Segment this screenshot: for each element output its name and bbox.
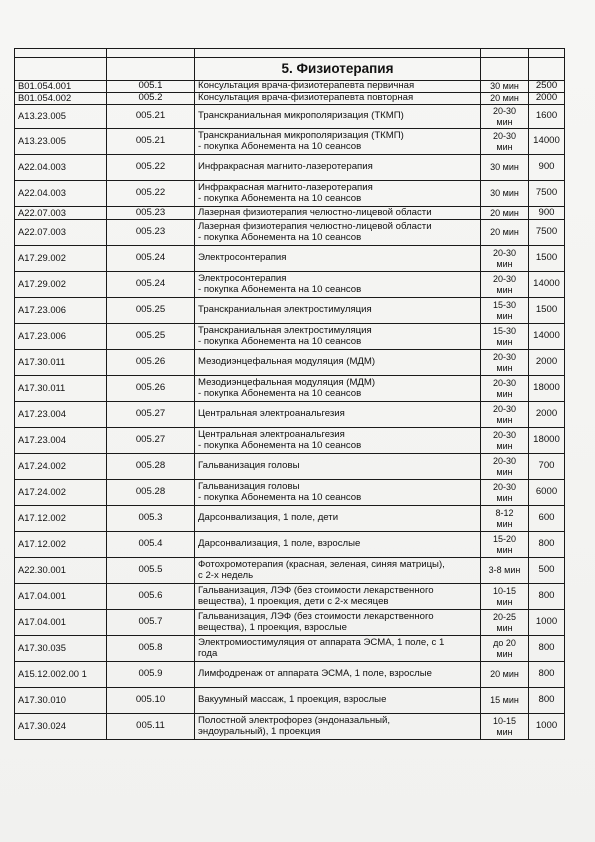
cell-line: мин (496, 622, 513, 633)
cell-line: 10-15 (492, 586, 517, 597)
cell-line: года (198, 647, 218, 659)
cell-line: Гальванизация, ЛЭФ (без стоимости лекарственного (198, 610, 434, 622)
service-code: A17.29.002 (15, 272, 107, 298)
service-code: A17.30.035 (15, 636, 107, 662)
service-name (195, 688, 481, 714)
cell-line: вещества), 1 проекция, дети с 2-х месяцев (198, 595, 389, 607)
price: 1500 (529, 246, 565, 272)
price: 14000 (529, 129, 565, 155)
cell-line: 20-30 (492, 352, 517, 363)
service-name (195, 480, 481, 506)
item-number: 005.28 (107, 454, 195, 480)
duration (481, 181, 529, 207)
service-code: A17.12.002 (15, 532, 107, 558)
cell-line: 20-30 (492, 248, 517, 259)
price: 800 (529, 688, 565, 714)
table-row (15, 662, 565, 688)
item-number: 005.8 (107, 636, 195, 662)
cell-line: Электромиостимуляция от аппарата ЭСМА, 1 поле, с 1 (198, 636, 445, 648)
cell-line: 20 мин (490, 227, 519, 238)
cell-line: Лимфодренаж от аппарата ЭСМА, 1 поле, взрослые (198, 668, 432, 680)
service-code: A13.23.005 (15, 105, 107, 129)
price: 14000 (529, 272, 565, 298)
duration (481, 610, 529, 636)
cell-line: с 2-х недель (198, 569, 254, 581)
price: 2000 (529, 350, 565, 376)
item-number: 005.10 (107, 688, 195, 714)
item-number: 005.3 (107, 506, 195, 532)
price: 900 (529, 207, 565, 220)
table-row (15, 402, 565, 428)
table-row (15, 105, 565, 129)
duration (481, 324, 529, 350)
item-number: 005.22 (107, 155, 195, 181)
duration (481, 480, 529, 506)
item-number: 005.7 (107, 610, 195, 636)
cell-line: Транскраниальная микрополяризация (ТКМП) (198, 129, 404, 141)
cell-line: Вакуумный массаж, 1 проекция, взрослые (198, 694, 387, 706)
service-name (195, 506, 481, 532)
price: 18000 (529, 428, 565, 454)
table-row (15, 636, 565, 662)
cell-line: Электросонтерапия (198, 252, 287, 264)
service-code: A17.30.011 (15, 376, 107, 402)
cell-line: 3-8 мин (488, 565, 521, 576)
cell-line: 20 мин (490, 207, 519, 218)
cell-line: 15-30 (492, 326, 517, 337)
cell-line: - покупка Абонемента на 10 сеансов (198, 231, 362, 243)
duration (481, 558, 529, 584)
cell-line: мин (496, 336, 513, 347)
cell-line: мин (496, 388, 513, 399)
cell-line: Дарсонвализация, 1 поле, взрослые (198, 538, 361, 550)
table-row (15, 246, 565, 272)
cell-line: Лазерная физиотерапия челюстно-лицевой области (198, 206, 432, 218)
cell-line: вещества), 1 проекция, взрослые (198, 621, 347, 633)
cell-line: Полостной электрофорез (эндоназальный, (198, 714, 391, 726)
table-row (15, 480, 565, 506)
cell-line: 15 мин (490, 695, 519, 706)
service-name (195, 298, 481, 324)
duration (481, 636, 529, 662)
service-name (195, 402, 481, 428)
service-code: A22.04.003 (15, 155, 107, 181)
table-row (15, 93, 565, 105)
item-number: 005.9 (107, 662, 195, 688)
price: 2500 (529, 81, 565, 93)
table-row (15, 688, 565, 714)
price-table-body (15, 49, 565, 740)
item-number: 005.28 (107, 480, 195, 506)
duration (481, 129, 529, 155)
duration (481, 688, 529, 714)
duration (481, 272, 529, 298)
service-name (195, 558, 481, 584)
service-name (195, 584, 481, 610)
cell-line: эндоуральный), 1 проекция (198, 725, 321, 737)
service-name (195, 93, 481, 105)
table-row (15, 376, 565, 402)
cell-line: мин (496, 648, 513, 659)
table-row (15, 350, 565, 376)
cell-line: - покупка Абонемента на 10 сеансов (198, 491, 362, 503)
cell-line: Консультация врача-физиотерапевта повторная (198, 92, 414, 104)
cell-line: мин (496, 544, 513, 555)
table-row (15, 81, 565, 93)
cell-line: мин (496, 492, 513, 503)
duration (481, 506, 529, 532)
item-number: 005.11 (107, 714, 195, 740)
cell-line: Гальванизация, ЛЭФ (без стоимости лекарственного (198, 584, 434, 596)
price-table (14, 48, 565, 740)
duration (481, 220, 529, 246)
cell-line: Транскраниальная электростимуляция (198, 304, 372, 316)
duration (481, 376, 529, 402)
cell-line: Электросонтерапия (198, 272, 287, 284)
cell-line: - покупка Абонемента на 10 сеансов (198, 283, 362, 295)
service-name (195, 610, 481, 636)
item-number: 005.1 (107, 81, 195, 93)
table-row (15, 220, 565, 246)
price: 800 (529, 662, 565, 688)
item-number: 005.26 (107, 350, 195, 376)
cell-line: - покупка Абонемента на 10 сеансов (198, 140, 362, 152)
service-name (195, 81, 481, 93)
table-row (15, 532, 565, 558)
price: 800 (529, 584, 565, 610)
service-name (195, 454, 481, 480)
service-code: A17.04.001 (15, 584, 107, 610)
service-name (195, 155, 481, 181)
service-name (195, 220, 481, 246)
item-number: 005.4 (107, 532, 195, 558)
duration (481, 350, 529, 376)
service-name (195, 272, 481, 298)
price: 600 (529, 506, 565, 532)
service-code: A15.12.002.00 1 (15, 662, 107, 688)
cell-line: мин (496, 440, 513, 451)
cell-line: 20 мин (490, 669, 519, 680)
service-code: A17.30.011 (15, 350, 107, 376)
price: 1600 (529, 105, 565, 129)
item-number: 005.21 (107, 129, 195, 155)
cell-line: Мезодиэнцефальная модуляция (МДМ) (198, 376, 376, 388)
item-number: 005.23 (107, 207, 195, 220)
table-row (15, 207, 565, 220)
cell-line: Лазерная физиотерапия челюстно-лицевой области (198, 220, 432, 232)
service-name (195, 714, 481, 740)
table-row (15, 428, 565, 454)
header-spacer-row (15, 49, 565, 58)
item-number: 005.27 (107, 428, 195, 454)
table-row (15, 454, 565, 480)
service-name (195, 129, 481, 155)
cell-line: Дарсонвализация, 1 поле, дети (198, 512, 339, 524)
service-name (195, 636, 481, 662)
cell-line: 30 мин (490, 81, 519, 92)
cell-line: Центральная электроанальгезия (198, 408, 345, 420)
service-name (195, 350, 481, 376)
service-code: A22.30.001 (15, 558, 107, 584)
cell-line: мин (496, 726, 513, 737)
duration (481, 532, 529, 558)
service-code: B01.054.002 (15, 93, 107, 105)
service-code: A17.23.004 (15, 402, 107, 428)
service-code: A17.30.010 (15, 688, 107, 714)
cell-line: 20-25 (492, 612, 517, 623)
cell-line: мин (496, 310, 513, 321)
service-code: A17.23.006 (15, 324, 107, 350)
cell-line: мин (496, 284, 513, 295)
cell-line: 20-30 (492, 456, 517, 467)
price: 7500 (529, 220, 565, 246)
service-code: A17.30.024 (15, 714, 107, 740)
service-code: A17.04.001 (15, 610, 107, 636)
service-name (195, 324, 481, 350)
section-title: 5. Физиотерапия (195, 58, 481, 81)
table-row (15, 129, 565, 155)
duration (481, 454, 529, 480)
cell-line: - покупка Абонемента на 10 сеансов (198, 439, 362, 451)
table-row (15, 324, 565, 350)
table-row (15, 584, 565, 610)
price: 700 (529, 454, 565, 480)
table-row (15, 506, 565, 532)
duration (481, 81, 529, 93)
cell-line: 20 мин (490, 93, 519, 104)
cell-line: Фотохромотерапия (красная, зеленая, синяя матрицы), (198, 558, 445, 570)
cell-line: 20-30 (492, 482, 517, 493)
duration (481, 246, 529, 272)
service-code: A17.23.006 (15, 298, 107, 324)
cell-line: - покупка Абонемента на 10 сеансов (198, 192, 362, 204)
service-name (195, 105, 481, 129)
cell-line: 15-20 (492, 534, 517, 545)
cell-line: Инфракрасная магнито-лазеротерапия (198, 181, 373, 193)
cell-line: Инфракрасная магнито-лазеротерапия (198, 161, 373, 173)
service-code: A17.29.002 (15, 246, 107, 272)
cell-line: 20-30 (492, 274, 517, 285)
cell-line: мин (496, 116, 513, 127)
duration (481, 155, 529, 181)
price: 800 (529, 532, 565, 558)
price: 2000 (529, 93, 565, 105)
price: 800 (529, 636, 565, 662)
table-row (15, 155, 565, 181)
cell-line: Гальванизация головы (198, 480, 300, 492)
table-row (15, 272, 565, 298)
cell-line: 20-30 (492, 106, 517, 117)
service-code: B01.054.001 (15, 81, 107, 93)
item-number: 005.21 (107, 105, 195, 129)
cell-line: мин (496, 466, 513, 477)
duration (481, 428, 529, 454)
section-header-row (15, 58, 565, 81)
cell-line: мин (496, 258, 513, 269)
service-code: A17.24.002 (15, 480, 107, 506)
price: 900 (529, 155, 565, 181)
service-code: A17.24.002 (15, 454, 107, 480)
cell-line: Консультация врача-физиотерапевта первичная (198, 80, 415, 92)
duration (481, 662, 529, 688)
price: 1000 (529, 714, 565, 740)
service-code: A17.23.004 (15, 428, 107, 454)
item-number: 005.2 (107, 93, 195, 105)
item-number: 005.27 (107, 402, 195, 428)
cell-line: 30 мин (490, 162, 519, 173)
cell-line: - покупка Абонемента на 10 сеансов (198, 387, 362, 399)
duration (481, 207, 529, 220)
service-code: A22.07.003 (15, 220, 107, 246)
price: 7500 (529, 181, 565, 207)
item-number: 005.25 (107, 298, 195, 324)
item-number: 005.23 (107, 220, 195, 246)
cell-line: мин (496, 518, 513, 529)
cell-line: - покупка Абонемента на 10 сеансов (198, 335, 362, 347)
item-number: 005.26 (107, 376, 195, 402)
table-row (15, 714, 565, 740)
item-number: 005.6 (107, 584, 195, 610)
service-name (195, 376, 481, 402)
duration (481, 584, 529, 610)
cell-line: Гальванизация головы (198, 460, 300, 472)
cell-line: мин (496, 414, 513, 425)
table-row (15, 181, 565, 207)
service-code: A17.12.002 (15, 506, 107, 532)
item-number: 005.25 (107, 324, 195, 350)
cell-line: 8-12 (495, 508, 514, 519)
table-row (15, 610, 565, 636)
cell-line: 20-30 (492, 131, 517, 142)
item-number: 005.5 (107, 558, 195, 584)
price: 500 (529, 558, 565, 584)
duration (481, 714, 529, 740)
service-name (195, 246, 481, 272)
price: 1500 (529, 298, 565, 324)
item-number: 005.24 (107, 246, 195, 272)
cell-line: 30 мин (490, 188, 519, 199)
cell-line: мин (496, 596, 513, 607)
cell-line: мин (496, 362, 513, 373)
cell-line: Транскраниальная микрополяризация (ТКМП) (198, 110, 404, 122)
service-name (195, 428, 481, 454)
price: 14000 (529, 324, 565, 350)
price: 2000 (529, 402, 565, 428)
table-row (15, 298, 565, 324)
cell-line: Транскраниальная электростимуляция (198, 324, 372, 336)
service-code: A22.07.003 (15, 207, 107, 220)
duration (481, 402, 529, 428)
cell-line: 20-30 (492, 378, 517, 389)
cell-line: 20-30 (492, 430, 517, 441)
cell-line: 20-30 (492, 404, 517, 415)
price: 6000 (529, 480, 565, 506)
duration (481, 105, 529, 129)
duration (481, 93, 529, 105)
service-name (195, 532, 481, 558)
service-name (195, 662, 481, 688)
cell-line: 10-15 (492, 716, 517, 727)
item-number: 005.22 (107, 181, 195, 207)
service-name (195, 207, 481, 220)
duration (481, 298, 529, 324)
service-name (195, 181, 481, 207)
cell-line: Центральная электроанальгезия (198, 428, 345, 440)
service-code: A13.23.005 (15, 129, 107, 155)
cell-line: до 20 (493, 638, 516, 649)
service-code: A22.04.003 (15, 181, 107, 207)
item-number: 005.24 (107, 272, 195, 298)
cell-line: Мезодиэнцефальная модуляция (МДМ) (198, 356, 376, 368)
table-row (15, 558, 565, 584)
price: 18000 (529, 376, 565, 402)
cell-line: 15-30 (492, 300, 517, 311)
cell-line: мин (496, 141, 513, 152)
price: 1000 (529, 610, 565, 636)
